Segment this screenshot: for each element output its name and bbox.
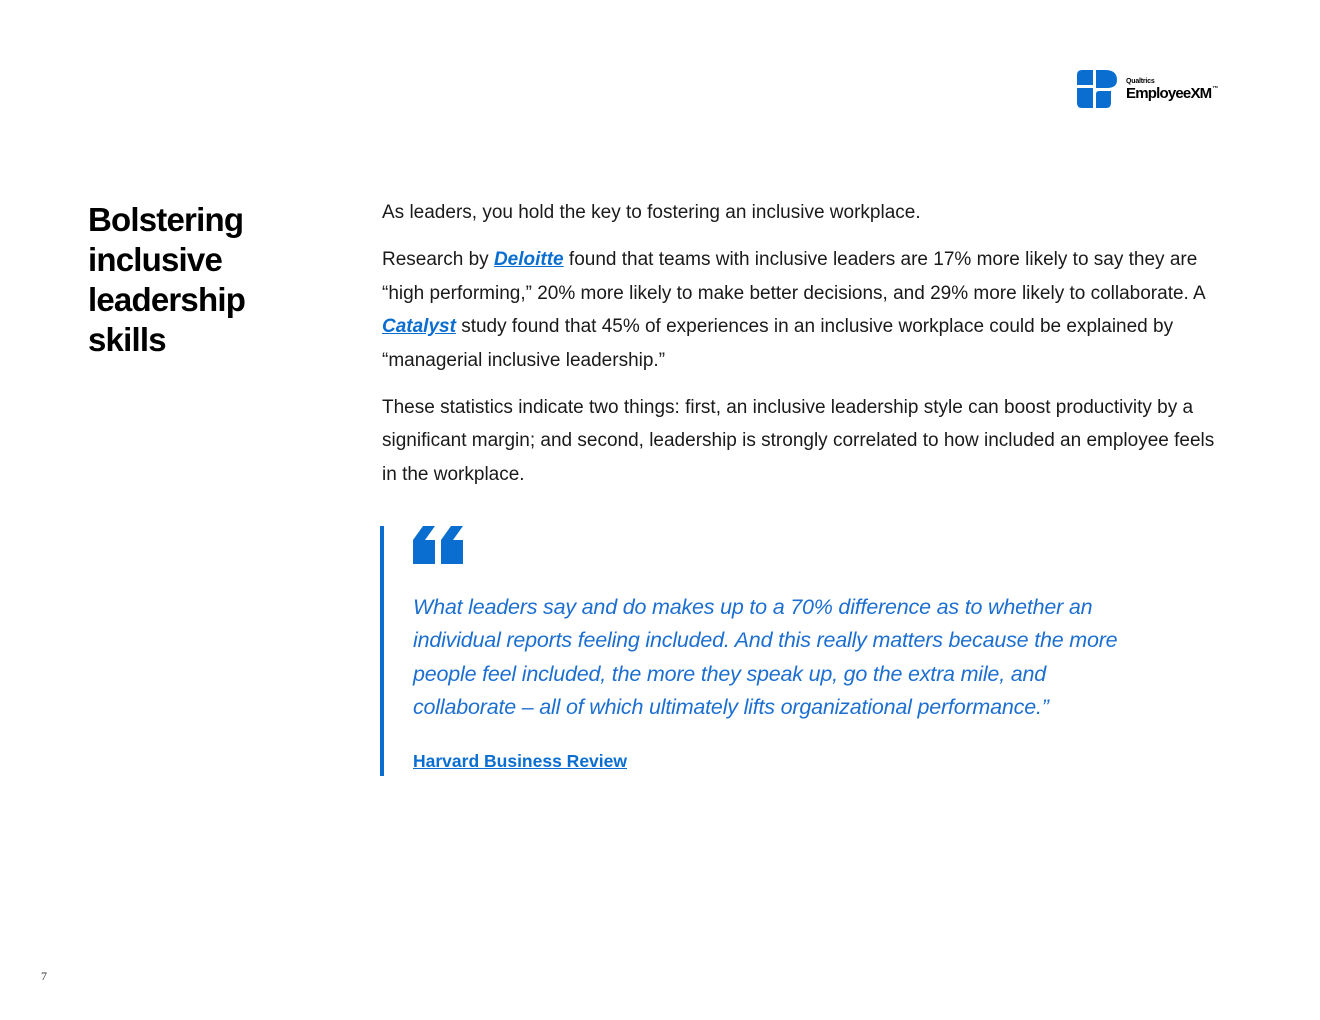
logo-small-text: Qualtrics	[1126, 77, 1155, 85]
deloitte-link[interactable]: Deloitte	[493, 249, 564, 271]
paragraph-research: Research by Deloitte found that teams with inclusive leaders are 17% more likely to say they are “high performing,” 20% more likely to make better decisions, and 29% more likely to collaborate. A Catalyst study found that 45% of experiences in an inclusive workplace could be explained by “managerial inclusive leadership.”	[382, 249, 1205, 371]
logo-wordmark	[1126, 78, 1218, 101]
quote-mark-icon	[413, 526, 463, 564]
employeexm-logo	[1077, 70, 1218, 108]
page-number: 7	[41, 969, 47, 983]
qualtrics-logo-icon	[1077, 70, 1117, 108]
trademark-symbol: ™	[1212, 85, 1218, 92]
quote-source-link[interactable]: Harvard Business Review	[413, 751, 627, 771]
paragraph-statistics: These statistics indicate two things: first, an inclusive leadership style can boost productivity by a significant margin; and second, leadership is strongly correlated to how included an employee feels in the workplace.	[382, 397, 1215, 485]
logo-product-name: EmployeeXM™	[1126, 84, 1218, 102]
catalyst-link[interactable]: Catalyst	[382, 316, 456, 338]
page-title: Bolstering inclusive leadership skills	[88, 201, 246, 358]
pull-quote	[380, 526, 1164, 776]
quote-text: What leaders say and do makes up to a 70% difference as to whether an individual reports feeling included. And this really matters because the more people feel included, the more they speak up, go the extra mile, and collaborate – all of which ultimately lifts organizational performance.”	[413, 595, 1118, 720]
body-text	[382, 196, 1232, 505]
paragraph-intro: As leaders, you hold the key to fostering an inclusive workplace.	[382, 202, 921, 223]
